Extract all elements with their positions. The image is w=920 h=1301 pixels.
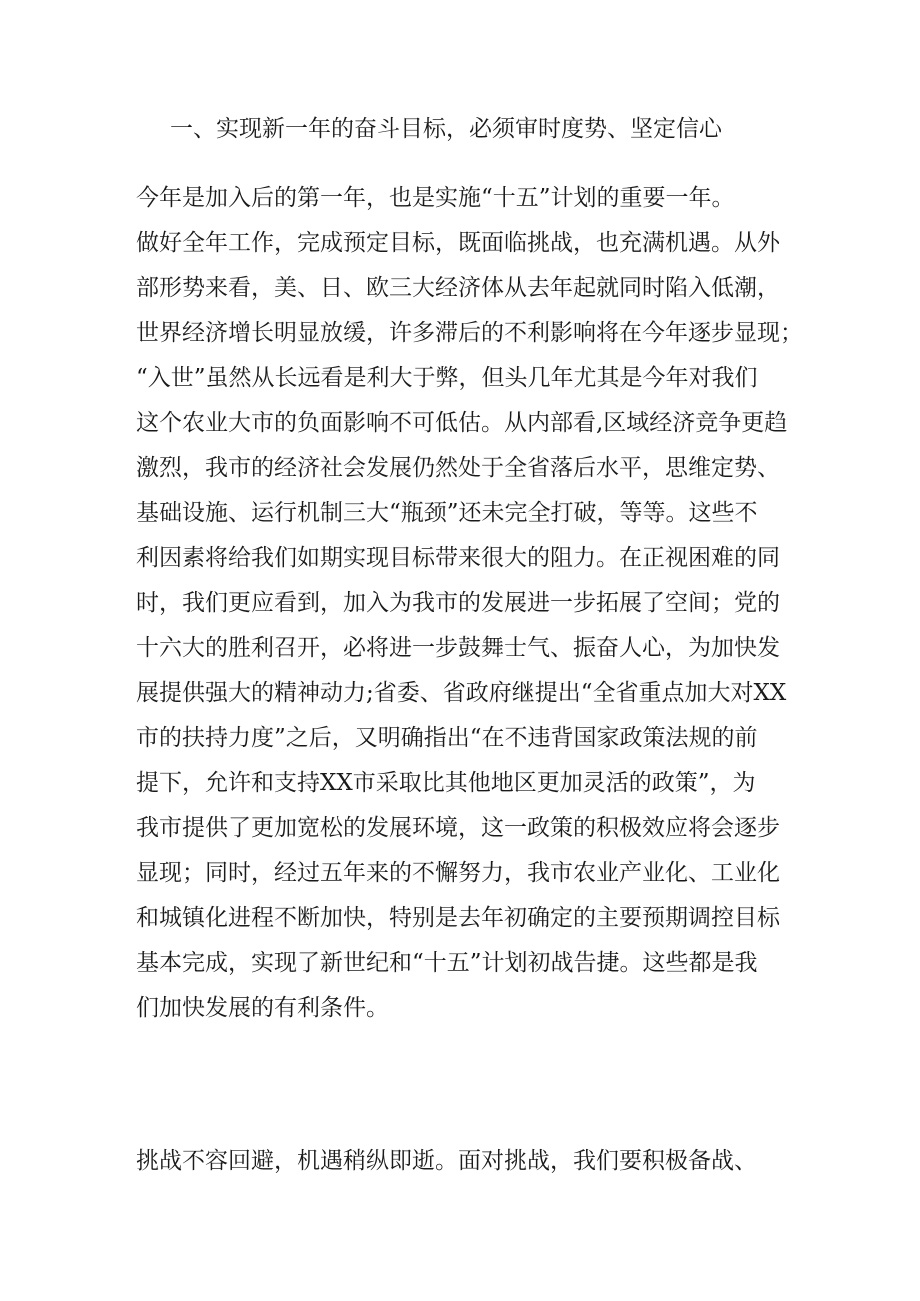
paragraph-line: 我市提供了更加宽松的发展环境，这一政策的积极效应将会逐步 (136, 815, 780, 841)
paragraph-line: 提下，允许和支持XX市采取比其他地区更加灵活的政策”，为 (136, 770, 756, 796)
paragraph-line: 展提供强大的精神动力;省委、省政府继提出“全省重点加大对XX (136, 680, 787, 706)
paragraph-line: 做好全年工作，完成预定目标，既面临挑战，也充满机遇。从外 (136, 230, 780, 256)
paragraph-line: “入世”虽然从长远看是利大于弊，但头几年尤其是今年对我们 (136, 365, 758, 391)
paragraph-line: 显现；同时，经过五年来的不懈努力，我市农业产业化、工业化 (136, 860, 780, 886)
paragraph-line: 这个农业大市的负面影响不可低估。从内部看,区域经济竞争更趋 (136, 410, 788, 436)
paragraph-line: 激烈，我市的经济社会发展仍然处于全省落后水平，思维定势、 (136, 455, 780, 481)
paragraph-line: 世界经济增长明显放缓，许多滞后的不利影响将在今年逐步显现； (136, 320, 803, 346)
paragraph-line: 基本完成，实现了新世纪和“十五”计划初战告捷。这些都是我 (136, 950, 758, 976)
paragraph-line: 部形势来看，美、日、欧三大经济体从去年起就同时陷入低潮， (136, 275, 780, 301)
paragraph-line: 十六大的胜利召开，必将进一步鼓舞士气、振奋人心，为加快发 (136, 635, 780, 661)
paragraph-line: 和城镇化进程不断加快，特别是去年初确定的主要预期调控目标 (136, 905, 780, 931)
paragraph-line: 挑战不容回避，机遇稍纵即逝。面对挑战，我们要积极备战、 (136, 1148, 757, 1174)
paragraph-line: 们加快发展的有利条件。 (136, 995, 389, 1021)
paragraph-line: 基础设施、运行机制三大“瓶颈”还未完全打破，等等。这些不 (136, 500, 758, 526)
paragraph-line: 时，我们更应看到，加入为我市的发展进一步拓展了空间；党的 (136, 590, 780, 616)
paragraph-line: 利因素将给我们如期实现目标带来很大的阻力。在正视困难的同 (136, 545, 780, 571)
paragraph-line: 市的扶持力度”之后，又明确指出“在不违背国家政策法规的前 (136, 725, 758, 751)
paragraph-line: 今年是加入后的第一年，也是实施“十五”计划的重要一年。 (136, 185, 735, 211)
section-heading: 一、实现新一年的奋斗目标，必须审时度势、坚定信心 (170, 116, 722, 142)
